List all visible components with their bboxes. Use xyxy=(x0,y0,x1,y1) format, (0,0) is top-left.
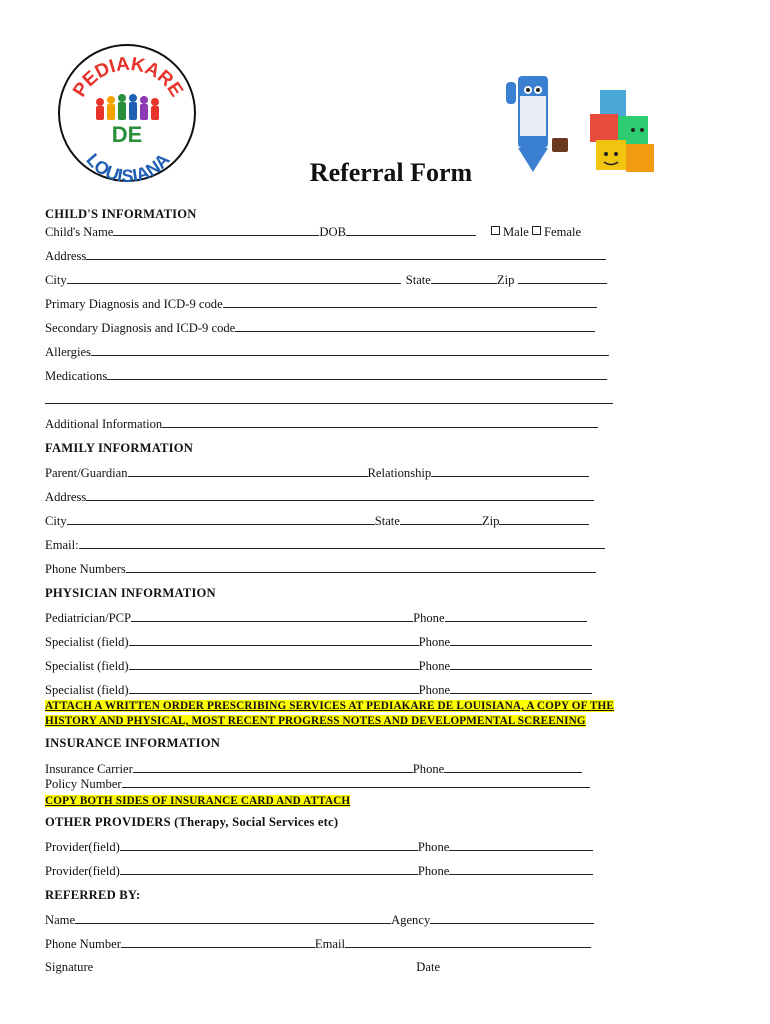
section-heading-referred: REFERRED BY: xyxy=(45,888,141,902)
logo-text-middle: DE xyxy=(111,122,143,147)
row-referrer-phone xyxy=(45,936,591,951)
insurance-phone-field[interactable] xyxy=(444,761,582,773)
pcp-label: Pediatrician/PCP xyxy=(45,611,132,625)
row-pcp xyxy=(45,610,587,625)
notice-insurance-card-text: COPY BOTH SIDES OF INSURANCE CARD AND ATTACH xyxy=(45,795,351,807)
row-phone-numbers xyxy=(45,561,596,576)
row-secondary-dx xyxy=(45,320,595,335)
row-additional-info xyxy=(45,416,598,431)
specialist-3-phone-label: Phone xyxy=(418,683,451,697)
family-zip-label: Zip xyxy=(481,514,500,528)
row-allergies xyxy=(45,344,609,359)
child-city-field[interactable] xyxy=(67,272,401,284)
phone-numbers-field[interactable] xyxy=(126,561,596,573)
dob-label: DOB xyxy=(319,225,346,239)
specialist-1-field[interactable] xyxy=(129,634,419,646)
signature-label: Signature xyxy=(45,960,94,974)
section-heading-family: FAMILY INFORMATION xyxy=(45,441,194,455)
row-family-address xyxy=(45,489,594,504)
secondary-dx-label: Secondary Diagnosis and ICD-9 code xyxy=(45,321,236,335)
referrer-email-field[interactable] xyxy=(345,936,591,948)
notice-attach-order-line2: HISTORY AND PHYSICAL, MOST RECENT PROGRESS NOTES AND DEVELOPMENTAL SCREENING xyxy=(45,715,586,727)
provider-2-phone-field[interactable] xyxy=(449,863,593,875)
child-state-field[interactable] xyxy=(431,272,497,284)
provider-2-phone-label: Phone xyxy=(417,864,450,878)
insurance-carrier-field[interactable] xyxy=(133,761,413,773)
page-title: Referral Form xyxy=(309,158,473,187)
specialist-2-field[interactable] xyxy=(129,658,419,670)
child-address-field[interactable] xyxy=(86,248,606,260)
medications-label: Medications xyxy=(45,369,108,383)
row-provider-2 xyxy=(45,863,593,878)
secondary-dx-field[interactable] xyxy=(235,320,595,332)
medications-field[interactable] xyxy=(107,368,607,380)
female-label: Female xyxy=(544,225,582,239)
provider-2-label: Provider(field) xyxy=(45,864,120,878)
specialist-1-phone-label: Phone xyxy=(418,635,451,649)
child-zip-field[interactable] xyxy=(518,272,607,284)
row-signature xyxy=(45,960,440,974)
additional-info-label: Additional Information xyxy=(45,417,163,431)
referrer-phone-label: Phone Number xyxy=(45,937,121,951)
male-checkbox[interactable] xyxy=(491,226,500,235)
row-child-address xyxy=(45,248,606,263)
provider-1-phone-label: Phone xyxy=(417,840,450,854)
row-provider-1 xyxy=(45,839,593,854)
row-child-city xyxy=(45,272,607,287)
row-specialist-3 xyxy=(45,682,592,697)
allergies-field[interactable] xyxy=(91,344,609,356)
notice-attach-order xyxy=(45,698,614,713)
male-label: Male xyxy=(502,225,529,239)
row-child-name xyxy=(45,224,581,239)
row-family-city xyxy=(45,513,589,528)
specialist-2-label: Specialist (field) xyxy=(45,659,129,673)
agency-field[interactable] xyxy=(430,912,594,924)
date-label: Date xyxy=(416,960,441,974)
referrer-name-label: Name xyxy=(45,913,76,927)
row-parent xyxy=(45,465,589,480)
row-specialist-1 xyxy=(45,634,592,649)
family-state-label: State xyxy=(374,514,400,528)
row-referrer-name xyxy=(45,912,594,927)
referrer-email-label: Email xyxy=(314,937,345,951)
section-heading-insurance: INSURANCE INFORMATION xyxy=(45,736,221,750)
email-label: Email: xyxy=(45,538,79,552)
specialist-3-label: Specialist (field) xyxy=(45,683,129,697)
child-city-label: City xyxy=(45,273,67,287)
child-state-label: State xyxy=(405,273,431,287)
specialist-2-phone-label: Phone xyxy=(418,659,451,673)
policy-number-field[interactable] xyxy=(122,776,590,788)
additional-info-field[interactable] xyxy=(162,416,598,428)
family-city-field[interactable] xyxy=(67,513,375,525)
section-heading-providers: OTHER PROVIDERS (Therapy, Social Services etc) xyxy=(45,815,339,829)
notice-attach-order-line1: ATTACH A WRITTEN ORDER PRESCRIBING SERVICES AT PEDIAKARE DE LOUISIANA, A COPY OF THE xyxy=(45,700,614,712)
specialist-1-phone-field[interactable] xyxy=(450,634,592,646)
parent-field[interactable] xyxy=(128,465,368,477)
row-email xyxy=(45,537,605,552)
family-city-label: City xyxy=(45,514,67,528)
dob-field[interactable] xyxy=(346,224,476,236)
provider-1-phone-field[interactable] xyxy=(449,839,593,851)
referrer-phone-field[interactable] xyxy=(121,936,315,948)
insurance-phone-label: Phone xyxy=(412,762,445,776)
child-name-field[interactable] xyxy=(113,224,319,236)
phone-numbers-label: Phone Numbers xyxy=(45,562,126,576)
provider-1-label: Provider(field) xyxy=(45,840,120,854)
logo-text-bottom: LOUISIANA xyxy=(82,149,174,184)
insurance-carrier-label: Insurance Carrier xyxy=(45,762,133,776)
row-medications-continued xyxy=(45,392,613,407)
pcp-field[interactable] xyxy=(131,610,413,622)
relationship-field[interactable] xyxy=(431,465,589,477)
pcp-phone-label: Phone xyxy=(413,611,445,625)
notice-insurance-card xyxy=(45,793,350,808)
policy-number-label: Policy Number xyxy=(45,777,122,791)
child-name-label: Child's Name xyxy=(45,225,114,239)
family-address-field[interactable] xyxy=(86,489,594,501)
specialist-1-label: Specialist (field) xyxy=(45,635,129,649)
primary-dx-field[interactable] xyxy=(223,296,597,308)
row-specialist-2 xyxy=(45,658,592,673)
row-primary-dx xyxy=(45,296,597,311)
family-state-field[interactable] xyxy=(400,513,482,525)
child-zip-label: Zip xyxy=(496,273,515,287)
referrer-name-field[interactable] xyxy=(75,912,391,924)
family-zip-field[interactable] xyxy=(499,513,589,525)
section-heading-physician: PHYSICIAN INFORMATION xyxy=(45,586,216,600)
row-policy-number xyxy=(45,776,590,791)
row-medications xyxy=(45,368,607,383)
relationship-label: Relationship xyxy=(367,466,432,480)
female-checkbox[interactable] xyxy=(532,226,541,235)
parent-label: Parent/Guardian xyxy=(45,466,128,480)
primary-dx-label: Primary Diagnosis and ICD-9 code xyxy=(45,297,223,311)
provider-1-field[interactable] xyxy=(120,839,418,851)
notice-attach-order-2 xyxy=(45,713,586,728)
agency-label: Agency xyxy=(391,913,431,927)
medications-field-line2[interactable] xyxy=(45,392,613,404)
provider-2-field[interactable] xyxy=(120,863,418,875)
section-heading-child: CHILD'S INFORMATION xyxy=(45,207,197,221)
allergies-label: Allergies xyxy=(45,345,91,359)
specialist-2-phone-field[interactable] xyxy=(450,658,592,670)
family-address-label: Address xyxy=(45,490,87,504)
child-address-label: Address xyxy=(45,249,87,263)
row-insurance-carrier xyxy=(45,761,582,776)
pcp-phone-field[interactable] xyxy=(445,610,587,622)
email-field[interactable] xyxy=(79,537,605,549)
logo-text-top: PEDIAKARE xyxy=(69,53,187,101)
specialist-3-phone-field[interactable] xyxy=(450,682,592,694)
specialist-3-field[interactable] xyxy=(129,682,419,694)
